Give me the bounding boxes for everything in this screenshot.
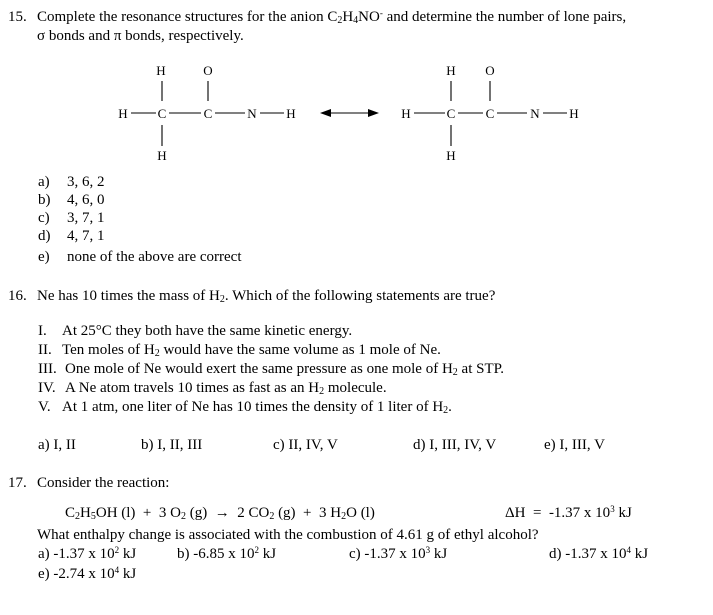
atom-h-right: H [569, 106, 579, 121]
option-b[interactable]: b) -6.85 x $10^2$ kJ [177, 545, 277, 562]
option-e[interactable]: e) I, III, V [544, 437, 605, 453]
option-b[interactable]: b) 4, 6, 0 [38, 192, 105, 208]
option-a[interactable]: a) -1.37 x $10^2$ kJ [38, 545, 137, 562]
statement-2: II. Ten moles of $H_2$ would have the same volume as 1 mole of Ne. [38, 342, 441, 359]
atom-c1: C [446, 106, 456, 121]
atom-o: O [485, 63, 495, 78]
option-c[interactable]: c) II, IV, V [273, 437, 338, 453]
option-c[interactable]: c) -1.37 x $10^3$ kJ [349, 545, 448, 562]
option-d[interactable]: d) 4, 7, 1 [38, 228, 105, 244]
atom-h-right: H [286, 106, 296, 121]
atom-h-bottom: H [157, 148, 167, 163]
enthalpy-value: ΔH = -1.37 x $10^3$ kJ [505, 504, 632, 521]
question-stem: Ne has 10 times the mass of $H_2$. Which of the following statements are true? [37, 288, 496, 305]
option-d[interactable]: d) -1.37 x $10^4$ kJ [549, 545, 649, 562]
atom-c2: C [485, 106, 495, 121]
statement-4: IV. A Ne atom travels 10 times as fast as an $H_2$ molecule. [38, 380, 387, 397]
atom-h-top: H [446, 63, 456, 78]
atom-h-left: H [401, 106, 411, 121]
resonance-structure-left [118, 63, 295, 163]
option-a[interactable]: a) I, II [38, 437, 76, 453]
question-number: 15. [8, 9, 27, 25]
atom-n: N [247, 106, 257, 121]
statement-1: I. At 25°C they both have the same kinetic energy. [38, 323, 353, 339]
statement-5: V. At 1 atm, one liter of Ne has 10 times the density of 1 liter of $H_2$. [38, 399, 452, 416]
question-stem: Consider the reaction: [37, 475, 170, 491]
atom-c1: C [157, 106, 167, 121]
atom-h-top: H [156, 63, 166, 78]
atom-h-bottom: H [446, 148, 456, 163]
reaction-equation: $C_2H_5OH$ (l) + 3 $O_2$ (g) → 2 $CO_2$ (g) + 3 $H_2O$ (l) [65, 505, 375, 522]
question-stem-line-2: σ bonds and π bonds, respectively. [37, 28, 244, 44]
question-stem-line-1: Complete the resonance structures for the anion $C_2H_4NO^-$ and determine the number of lone pairs, [37, 8, 627, 26]
question-number: 16. [8, 288, 27, 304]
atom-n: N [530, 106, 540, 121]
question-number: 17. [8, 475, 27, 491]
resonance-structure-right [401, 63, 578, 163]
atom-h-left: H [118, 106, 128, 121]
resonance-arrow [320, 109, 379, 117]
statement-3: III. One mole of Ne would exert the same pressure as one mole of $H_2$ at STP. [38, 361, 505, 378]
atom-c2: C [203, 106, 213, 121]
option-e[interactable]: e) none of the above are correct [38, 249, 242, 265]
atom-o: O [203, 63, 213, 78]
option-c[interactable]: c) 3, 7, 1 [38, 210, 105, 226]
option-e[interactable]: e) -2.74 x $10^4$ kJ [38, 565, 137, 582]
option-b[interactable]: b) I, II, III [141, 437, 203, 453]
question-prompt: What enthalpy change is associated with the combustion of 4.61 g of ethyl alcohol? [37, 527, 539, 543]
option-d[interactable]: d) I, III, IV, V [413, 437, 497, 453]
option-a[interactable]: a) 3, 6, 2 [38, 174, 105, 190]
resonance-structures-diagram [0, 55, 713, 170]
